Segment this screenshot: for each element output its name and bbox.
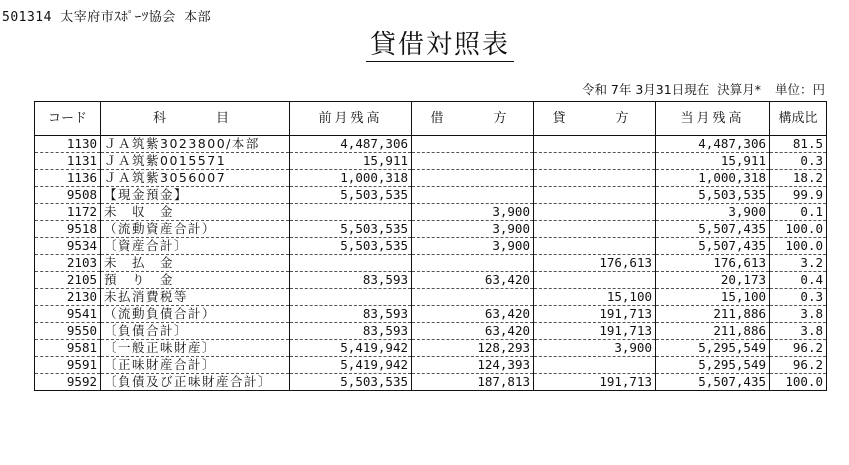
account-name: 預 り 金 <box>101 272 290 289</box>
currency-unit: 単位：円 <box>774 82 825 97</box>
prev-balance-cell: 83,593 <box>290 323 412 340</box>
prev-balance-cell: 5,503,535 <box>290 374 412 391</box>
prev-balance-cell: 83,593 <box>290 306 412 323</box>
header-ratio: 構成比 <box>770 102 827 136</box>
header-code: コード <box>35 102 101 136</box>
table-row <box>35 289 827 306</box>
account-name: 未払消費税等 <box>101 289 290 306</box>
table-row <box>35 221 827 238</box>
ratio-cell: 3.8 <box>770 323 827 340</box>
prev-balance-cell: 5,419,942 <box>290 340 412 357</box>
prev-balance-cell <box>290 255 412 272</box>
ratio-cell: 0.3 <box>770 289 827 306</box>
ratio-cell: 100.0 <box>770 221 827 238</box>
account-code: 2103 <box>35 255 101 272</box>
account-name: ＪＡ筑紫3056007 <box>101 170 290 187</box>
account-code: 2105 <box>35 272 101 289</box>
organization-label: 501314 太宰府市ｽﾎﾟｰﾂ協会 本部 <box>2 10 212 25</box>
account-code: 9591 <box>35 357 101 374</box>
table-row <box>35 357 827 374</box>
account-code: 1172 <box>35 204 101 221</box>
credit-cell <box>534 136 656 153</box>
current-balance-cell: 20,173 <box>656 272 770 289</box>
debit-cell: 63,420 <box>412 306 534 323</box>
current-balance-cell: 3,900 <box>656 204 770 221</box>
credit-cell <box>534 357 656 374</box>
credit-cell: 176,613 <box>534 255 656 272</box>
current-balance-cell: 5,295,549 <box>656 340 770 357</box>
credit-cell <box>534 187 656 204</box>
credit-cell <box>534 170 656 187</box>
credit-cell: 191,713 <box>534 374 656 391</box>
table-row <box>35 204 827 221</box>
account-code: 1130 <box>35 136 101 153</box>
account-name: （流動資産合計） <box>101 221 290 238</box>
ratio-cell: 81.5 <box>770 136 827 153</box>
debit-cell: 3,900 <box>412 204 534 221</box>
table-row <box>35 340 827 357</box>
prev-balance-cell <box>290 204 412 221</box>
header-current-balance: 当月残高 <box>656 102 770 136</box>
balance-sheet-table <box>34 101 827 391</box>
debit-cell: 187,813 <box>412 374 534 391</box>
ratio-cell: 100.0 <box>770 374 827 391</box>
ratio-cell: 3.8 <box>770 306 827 323</box>
debit-cell <box>412 136 534 153</box>
current-balance-cell: 176,613 <box>656 255 770 272</box>
account-name: 未 払 金 <box>101 255 290 272</box>
account-code: 9541 <box>35 306 101 323</box>
account-name: 〔正味財産合計〕 <box>101 357 290 374</box>
ratio-cell: 0.1 <box>770 204 827 221</box>
account-code: 9592 <box>35 374 101 391</box>
report-period-line <box>574 80 825 98</box>
table-row <box>35 255 827 272</box>
current-balance-cell: 5,507,435 <box>656 374 770 391</box>
ratio-cell: 0.3 <box>770 153 827 170</box>
account-name: 〔一般正味財産〕 <box>101 340 290 357</box>
account-code: 9550 <box>35 323 101 340</box>
account-name: 〔資産合計〕 <box>101 238 290 255</box>
prev-balance-cell: 5,419,942 <box>290 357 412 374</box>
current-balance-cell: 1,000,318 <box>656 170 770 187</box>
credit-cell <box>534 153 656 170</box>
header-account: 科 目 <box>101 102 290 136</box>
prev-balance-cell: 4,487,306 <box>290 136 412 153</box>
current-balance-cell: 15,100 <box>656 289 770 306</box>
current-balance-cell: 5,295,549 <box>656 357 770 374</box>
current-balance-cell: 211,886 <box>656 323 770 340</box>
account-name: ＪＡ筑紫3023800/本部 <box>101 136 290 153</box>
prev-balance-cell: 15,911 <box>290 153 412 170</box>
header-debit: 借 方 <box>412 102 534 136</box>
prev-balance-cell: 83,593 <box>290 272 412 289</box>
prev-balance-cell: 1,000,318 <box>290 170 412 187</box>
account-name: 未 収 金 <box>101 204 290 221</box>
prev-balance-cell: 5,503,535 <box>290 187 412 204</box>
ratio-cell: 96.2 <box>770 340 827 357</box>
debit-cell: 63,420 <box>412 272 534 289</box>
credit-cell <box>534 204 656 221</box>
debit-cell <box>412 289 534 306</box>
credit-cell <box>534 238 656 255</box>
table-row <box>35 272 827 289</box>
table-row <box>35 306 827 323</box>
debit-cell: 63,420 <box>412 323 534 340</box>
title-container <box>355 30 525 62</box>
table-row <box>35 238 827 255</box>
ratio-cell: 0.4 <box>770 272 827 289</box>
ratio-cell: 96.2 <box>770 357 827 374</box>
account-code: 2130 <box>35 289 101 306</box>
closing-month: 決算月* <box>717 82 761 97</box>
as-of-date: 令和 7年 3月31日現在 <box>581 82 710 97</box>
credit-cell <box>534 221 656 238</box>
prev-balance-cell: 5,503,535 <box>290 238 412 255</box>
current-balance-cell: 15,911 <box>656 153 770 170</box>
header-credit: 貸 方 <box>534 102 656 136</box>
ratio-cell: 3.2 <box>770 255 827 272</box>
account-name: 〔負債及び正味財産合計〕 <box>101 374 290 391</box>
page-title: 貸借対照表 <box>366 30 514 62</box>
account-code: 9508 <box>35 187 101 204</box>
table-row <box>35 153 827 170</box>
current-balance-cell: 211,886 <box>656 306 770 323</box>
account-name: ＪＡ筑紫0015571 <box>101 153 290 170</box>
prev-balance-cell: 5,503,535 <box>290 221 412 238</box>
prev-balance-cell <box>290 289 412 306</box>
current-balance-cell: 5,503,535 <box>656 187 770 204</box>
table-header-row <box>35 102 827 136</box>
table-row <box>35 374 827 391</box>
credit-cell: 191,713 <box>534 306 656 323</box>
current-balance-cell: 4,487,306 <box>656 136 770 153</box>
table-row <box>35 170 827 187</box>
debit-cell <box>412 153 534 170</box>
account-name: （流動負債合計） <box>101 306 290 323</box>
table-row <box>35 187 827 204</box>
account-code: 9534 <box>35 238 101 255</box>
account-name: 〔負債合計〕 <box>101 323 290 340</box>
debit-cell <box>412 170 534 187</box>
credit-cell <box>534 272 656 289</box>
credit-cell: 191,713 <box>534 323 656 340</box>
debit-cell: 3,900 <box>412 238 534 255</box>
debit-cell: 3,900 <box>412 221 534 238</box>
credit-cell: 15,100 <box>534 289 656 306</box>
debit-cell <box>412 187 534 204</box>
account-code: 9581 <box>35 340 101 357</box>
header-prev-balance: 前月残高 <box>290 102 412 136</box>
table-row <box>35 323 827 340</box>
table-row <box>35 136 827 153</box>
account-code: 9518 <box>35 221 101 238</box>
ratio-cell: 100.0 <box>770 238 827 255</box>
ratio-cell: 99.9 <box>770 187 827 204</box>
account-code: 1131 <box>35 153 101 170</box>
debit-cell <box>412 255 534 272</box>
current-balance-cell: 5,507,435 <box>656 238 770 255</box>
debit-cell: 124,393 <box>412 357 534 374</box>
current-balance-cell: 5,507,435 <box>656 221 770 238</box>
credit-cell: 3,900 <box>534 340 656 357</box>
account-code: 1136 <box>35 170 101 187</box>
ratio-cell: 18.2 <box>770 170 827 187</box>
account-name: 【現金預金】 <box>101 187 290 204</box>
debit-cell: 128,293 <box>412 340 534 357</box>
